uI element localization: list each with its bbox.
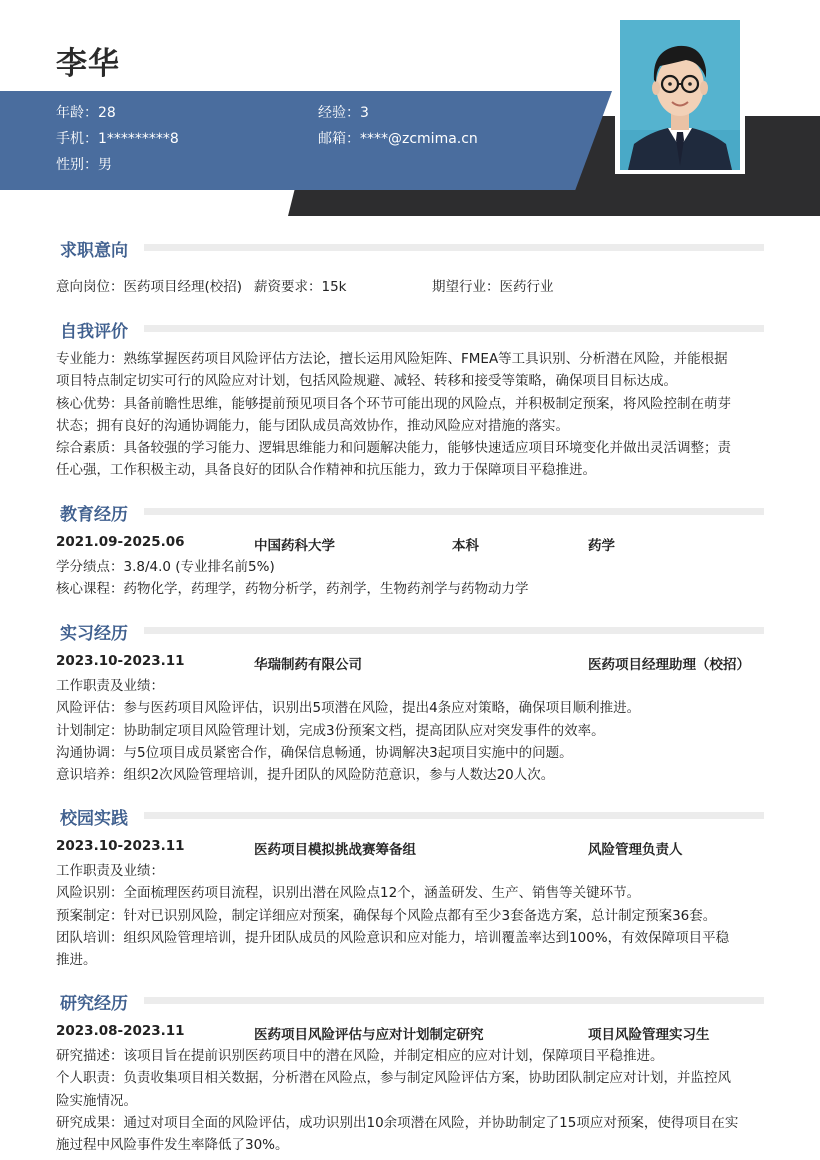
section-divider	[144, 325, 764, 332]
intent-industry: 期望行业：医药行业	[432, 279, 554, 295]
text-line: 项目特点制定切实可行的风险应对计划，包括风险规避、减轻、转移和接受等策略，确保项目目标达成。	[56, 373, 677, 390]
education-school: 中国药科大学	[254, 538, 335, 554]
info-email: 邮箱：****@zcmima.cn	[318, 131, 478, 147]
text-line: 学分绩点：3.8/4.0 (专业排名前5%)	[56, 559, 275, 575]
section-divider	[144, 812, 764, 819]
text-line: 核心优势：具备前瞻性思维，能够提前预见项目各个环节可能出现的风险点，并积极制定预案，将风险控制在萌芽	[56, 395, 731, 412]
section-title: 校园实践	[60, 809, 128, 829]
research-details	[56, 1045, 766, 1156]
campus-details	[56, 860, 766, 971]
info-age: 年龄：28	[56, 105, 116, 121]
text-line: 意识培养：组织2次风险管理培训，提升团队的风险防范意识，参与人数达20人次。	[56, 767, 555, 784]
text-line: 推进。	[56, 952, 97, 969]
education-date: 2021.09-2025.06	[56, 534, 185, 550]
intent-salary: 薪资要求：15k	[254, 279, 347, 295]
section-campus-practice	[56, 804, 764, 829]
section-education	[56, 500, 764, 525]
internship-role: 医药项目经理助理（校招）	[588, 657, 750, 673]
section-research	[56, 989, 764, 1014]
candidate-name: 李华	[56, 46, 120, 82]
campus-org: 医药项目模拟挑战赛筹备组	[254, 842, 416, 858]
text-line: 计划制定：协助制定项目风险管理计划，完成3份预案文档，提高团队应对突发事件的效率。	[56, 722, 605, 739]
info-gender: 性别：男	[56, 157, 112, 173]
text-line: 风险评估：参与医药项目风险评估，识别出5项潜在风险，提出4条应对策略，确保项目顺利推进。	[56, 700, 641, 717]
profile-photo-frame	[615, 16, 745, 174]
text-line: 综合素质：具备较强的学习能力、逻辑思维能力和问题解决能力，能够快速适应项目环境变化并做出灵活调整；责	[56, 440, 731, 457]
section-title: 实习经历	[60, 624, 128, 644]
section-title: 研究经历	[60, 994, 128, 1014]
text-line: 团队培训：组织风险管理培训，提升团队成员的风险意识和应对能力，培训覆盖率达到100%，有效保障项目平稳	[56, 929, 730, 946]
text-line: 工作职责及业绩：	[56, 678, 164, 694]
info-experience: 经验：3	[318, 105, 369, 121]
section-divider	[144, 508, 764, 515]
internship-company: 华瑞制药有限公司	[254, 657, 362, 673]
text-line: 工作职责及业绩：	[56, 863, 164, 879]
research-project: 医药项目风险评估与应对计划制定研究	[254, 1027, 484, 1043]
profile-photo	[620, 20, 740, 170]
section-self-evaluation	[56, 317, 764, 342]
text-line: 施过程中风险事件发生率降低了30%。	[56, 1137, 289, 1154]
text-line: 研究成果：通过对项目全面的风险评估，成功识别出10余项潜在风险，并协助制定了15项应对预案，使得项目在实	[56, 1114, 739, 1131]
section-title: 自我评价	[60, 322, 128, 342]
research-role: 项目风险管理实习生	[588, 1027, 710, 1043]
section-divider	[144, 244, 764, 251]
section-title: 求职意向	[60, 241, 128, 261]
text-line: 状态；拥有良好的沟通协调能力，能与团队成员高效协作，推动风险应对措施的落实。	[56, 417, 569, 434]
section-divider	[144, 627, 764, 634]
campus-date: 2023.10-2023.11	[56, 838, 185, 854]
text-line: 沟通协调：与5位项目成员紧密合作，确保信息畅通，协调解决3起项目实施中的问题。	[56, 744, 573, 761]
intent-position: 意向岗位：医药项目经理(校招)	[56, 279, 243, 295]
internship-details	[56, 675, 766, 786]
text-line: 研究描述：该项目旨在提前识别医药项目中的潜在风险，并制定相应的应对计划，保障项目平稳推进。	[56, 1048, 664, 1064]
research-date: 2023.08-2023.11	[56, 1023, 185, 1039]
education-details	[56, 556, 766, 601]
text-line: 预案制定：针对已识别风险，制定详细应对预案，确保每个风险点都有至少3套备选方案，总计制定预案36套。	[56, 907, 717, 924]
text-line: 险实施情况。	[56, 1092, 137, 1109]
section-title: 教育经历	[60, 505, 128, 525]
text-line: 风险识别：全面梳理医药项目流程，识别出潜在风险点12个，涵盖研发、生产、销售等关键环节。	[56, 885, 641, 902]
self-evaluation-text	[56, 348, 766, 482]
section-job-intent	[56, 236, 764, 261]
text-line: 核心课程：药物化学，药理学，药物分析学，药剂学，生物药剂学与药物动力学	[56, 581, 529, 598]
section-internship	[56, 619, 764, 644]
internship-date: 2023.10-2023.11	[56, 653, 185, 669]
text-line: 任心强，工作积极主动，具备良好的团队合作精神和抗压能力，致力于保障项目平稳推进。	[56, 462, 596, 479]
text-line: 专业能力：熟练掌握医药项目风险评估方法论，擅长运用风险矩阵、FMEA等工具识别、分析潜在风险，并能根据	[56, 351, 728, 367]
text-line: 个人职责：负责收集项目相关数据，分析潜在风险点，参与制定风险评估方案，协助团队制定应对计划，并监控风	[56, 1070, 731, 1087]
education-major: 药学	[588, 538, 615, 554]
section-divider	[144, 997, 764, 1004]
education-degree: 本科	[452, 538, 479, 554]
campus-role: 风险管理负责人	[588, 842, 683, 858]
info-phone: 手机：1*********8	[56, 131, 179, 147]
